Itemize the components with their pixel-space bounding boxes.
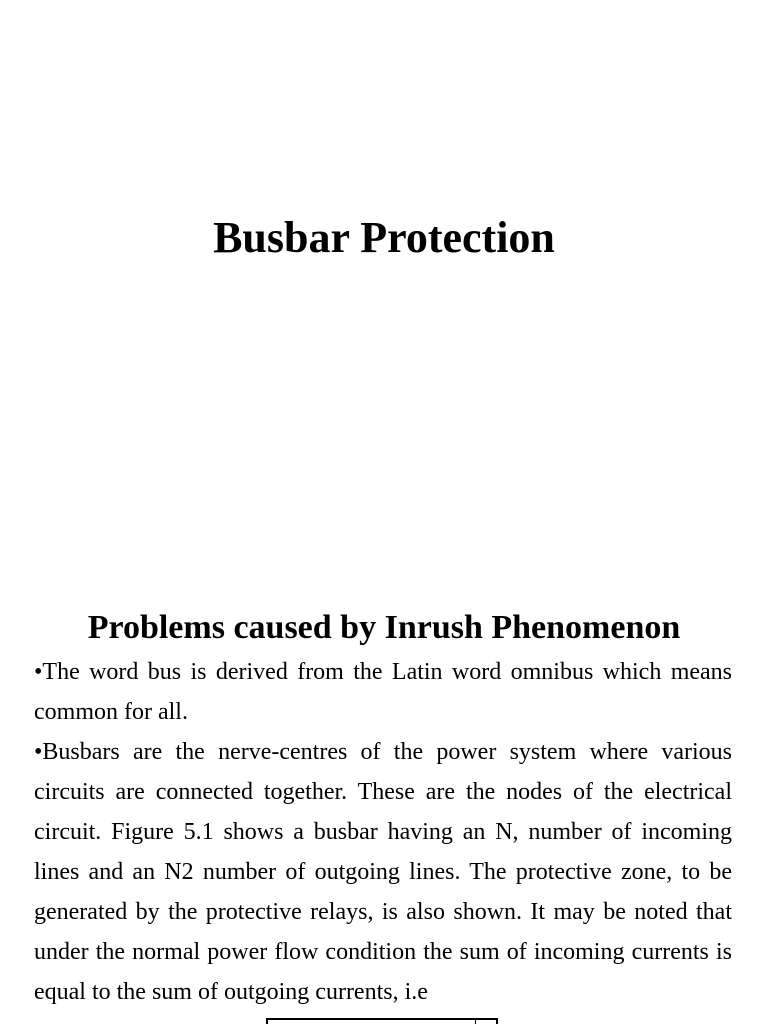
page-title: Busbar Protection xyxy=(213,213,555,262)
paragraph-bus-definition: •The word bus is derived from the Latin word omnibus which means common for all. xyxy=(34,659,732,725)
paragraph-busbar-description: •Busbars are the nerve-centres of the power system where various circuits are connected together. These are the nodes of the electrical circuit. Figure 5.1 shows a busbar having an N, number of incoming lines and an N2 number of outgoing lines. The protective zone, to be generated by the protective relays, is also shown. It may be noted that under the normal power flow condition the sum of incoming currents is equal to the sum of outgoing currents, i.e xyxy=(34,739,732,1005)
body-text xyxy=(34,652,732,1012)
figure-corner-mark xyxy=(475,1020,486,1024)
section-heading: Problems caused by Inrush Phenomenon xyxy=(87,609,681,646)
figure-top-edge xyxy=(266,1018,498,1024)
